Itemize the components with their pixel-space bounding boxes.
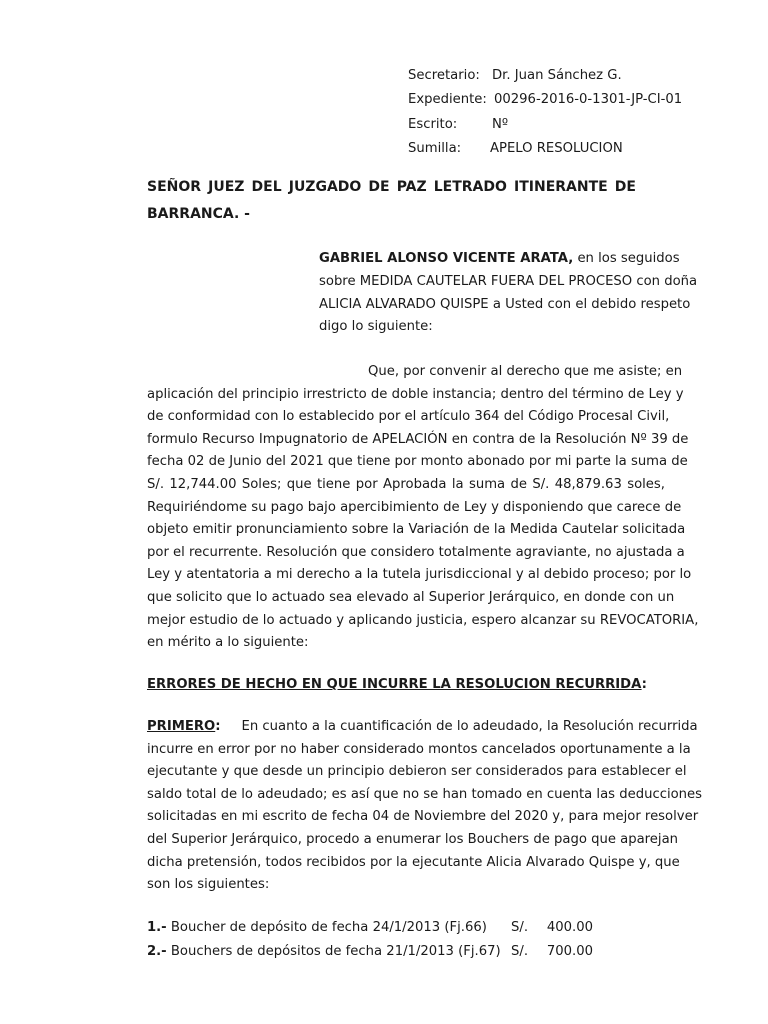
body-line: objeto emitir pronunciamiento sobre la Variación de la Medida Cautelar solicitada xyxy=(147,522,686,538)
payment-list xyxy=(147,918,593,966)
intro-line: sobre MEDIDA CAUTELAR FUERA DEL PROCESO con doña xyxy=(319,273,698,289)
section-colon: : xyxy=(641,677,647,692)
header-value: Dr. Juan Sánchez G. xyxy=(492,68,622,83)
intro-paragraph xyxy=(319,248,698,339)
item-amount: 400.00 xyxy=(546,920,593,935)
section-heading xyxy=(147,674,647,696)
list-item xyxy=(147,942,593,966)
addressee-line: BARRANCA. - xyxy=(147,205,250,222)
petitioner-name: GABRIEL ALONSO VICENTE ARATA, xyxy=(319,251,574,266)
primero-colon: : xyxy=(215,719,221,734)
header-value: 00296-2016-0-1301-JP-CI-01 xyxy=(494,92,683,108)
body-line: S/. 12,744.00 Soles; que tiene por Aprobada la suma de S/. 48,879.63 soles, xyxy=(147,476,665,492)
case-header xyxy=(408,66,683,163)
primero-text: En cuanto a la cuantificación de lo adeudado, la Resolución recurrida xyxy=(241,719,698,734)
header-value: APELO RESOLUCION xyxy=(490,140,623,156)
primero-line: son los siguientes: xyxy=(147,877,270,893)
primero-first-line xyxy=(147,716,698,739)
item-number: 2.- xyxy=(147,944,167,959)
primero-line: del Superior Jerárquico, procedo a enumerar los Bouchers de pago que aparejan xyxy=(147,831,679,847)
intro-line: ALICIA ALVARADO QUISPE a Usted con el debido respeto xyxy=(319,296,691,312)
body-line: por el recurrente. Resolución que considero totalmente agraviante, no ajustada a xyxy=(147,544,685,560)
body-line: Ley y atentatoria a mi derecho a la tutela jurisdiccional y al debido proceso; por lo xyxy=(147,567,692,583)
body-line: Que, por convenir al derecho que me asiste; en xyxy=(368,364,683,379)
addressee-line: SEÑOR JUEZ DEL JUZGADO DE PAZ LETRADO ITINERANTE DE xyxy=(147,179,636,195)
item-number: 1.- xyxy=(147,920,167,935)
body-line: en mérito a lo siguiente: xyxy=(147,635,309,651)
body-line: mejor estudio de lo actuado y aplicando justicia, espero alcanzar su REVOCATORIA, xyxy=(147,612,699,628)
primero-line: dicha pretensión, todos recibidos por la ejecutante Alicia Alvarado Quispe y, que xyxy=(147,854,680,870)
primero-label: PRIMERO xyxy=(147,719,216,734)
section-title: ERRORES DE HECHO EN QUE INCURRE LA RESOLUCION RECURRIDA xyxy=(147,677,642,692)
primero-line: incurre en error por no haber considerado montos cancelados oportunamente a la xyxy=(147,741,691,757)
body-line: aplicación del principio irrestricto de doble instancia; dentro del término de Ley y xyxy=(147,386,684,402)
header-label: Escrito: xyxy=(408,116,458,132)
primero-line: solicitadas en mi escrito de fecha 04 de Noviembre del 2020 y, para mejor resolver xyxy=(147,809,699,825)
header-label: Expediente: xyxy=(408,92,487,108)
intro-text: en los seguidos xyxy=(573,251,680,266)
header-row-secretario xyxy=(408,66,622,90)
header-row-sumilla xyxy=(408,139,623,163)
list-item xyxy=(147,918,593,942)
item-text: Bouchers de depósitos de fecha 21/1/2013 (Fj.67) xyxy=(170,944,501,959)
header-row-escrito xyxy=(408,115,509,139)
primero-paragraph xyxy=(147,716,703,897)
primero-line: ejecutante y que desde un principio debieron ser considerados para establecer el xyxy=(147,764,687,780)
addressee xyxy=(147,174,636,227)
body-line: que solicito que lo actuado sea elevado al Superior Jerárquico, en donde con un xyxy=(147,589,675,605)
body-line: formulo Recurso Impugnatorio de APELACIÓN en contra de la Resolución Nº 39 de xyxy=(147,431,689,447)
header-row-expediente xyxy=(408,90,683,114)
main-paragraph xyxy=(147,361,699,655)
header-label: Sumilla: xyxy=(408,140,462,156)
item-text: Boucher de depósito de fecha 24/1/2013 (Fj.66) xyxy=(170,920,487,935)
item-amount: 700.00 xyxy=(546,944,593,959)
header-value: Nº xyxy=(492,116,509,132)
body-line: fecha 02 de Junio del 2021 que tiene por monto abonado por mi parte la suma de xyxy=(147,454,688,470)
intro-line: digo lo siguiente: xyxy=(319,319,433,335)
intro-line xyxy=(319,248,680,271)
primero-line: saldo total de lo adeudado; es así que no se han tomado en cuenta las deducciones xyxy=(147,786,703,802)
body-line: de conformidad con lo establecido por el artículo 364 del Código Procesal Civil, xyxy=(147,409,670,425)
body-line: Requiriéndome su pago bajo apercibimiento de Ley y disponiendo que carece de xyxy=(147,499,682,515)
item-currency: S/. xyxy=(511,920,529,935)
header-label: Secretario: xyxy=(408,68,480,83)
item-currency: S/. xyxy=(511,944,529,959)
